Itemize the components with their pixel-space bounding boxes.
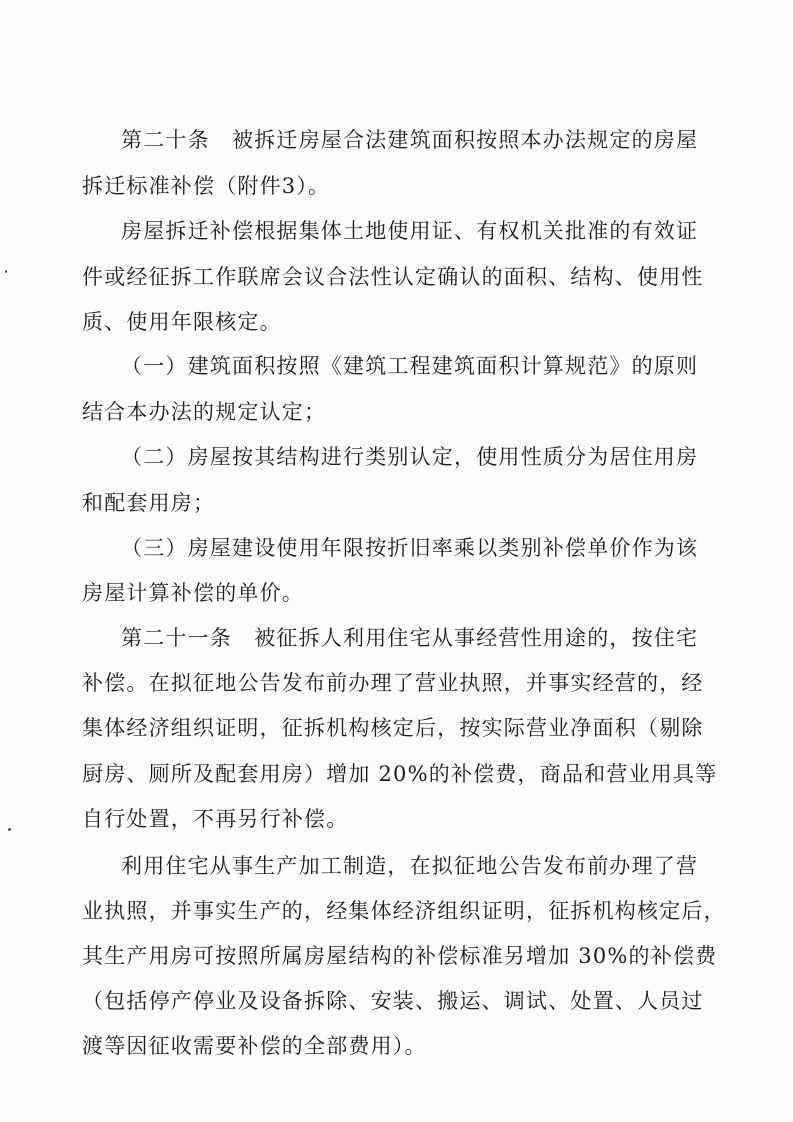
text-line-12: 第二十一条 被征拆人利用住宅从事经营性用途的，按住宅 [121,626,699,650]
text-line-5: 质、使用年限核定。 [82,310,282,334]
text-line-18: 业执照，并事实生产的，经集体经济组织证明，征拆机构核定后， [82,899,726,923]
text-line-13: 补偿。在拟征地公告发布前办理了营业执照，并事实经营的，经 [82,671,704,695]
text-line-17: 利用住宅从事生产加工制造，在拟征地公告发布前办理了营 [121,854,699,878]
text-line-15: 厨房、厕所及配套用房）增加 20%的补偿费，商品和营业用具等 [82,762,718,786]
scan-speck [8,828,11,831]
text-line-3: 房屋拆迁补偿根据集体土地使用证、有权机关批准的有效证 [121,219,699,243]
text-line-1: 第二十条 被拆迁房屋合法建筑面积按照本办法规定的房屋 [121,128,699,152]
scan-speck [5,270,7,273]
text-line-14: 集体经济组织证明，征拆机构核定后，按实际营业净面积（剔除 [82,716,704,740]
text-line-11: 房屋计算补偿的单价。 [82,581,304,605]
text-line-2: 拆迁标准补偿（附件3）。 [82,174,331,198]
text-line-21: 渡等因征收需要补偿的全部费用）。 [82,1034,427,1058]
text-line-6: （一）建筑面积按照《建筑工程建筑面积计算规范》的原则 [121,354,699,378]
text-line-7: 结合本办法的规定认定； [82,400,327,424]
text-line-8: （二）房屋按其结构进行类别认定，使用性质分为居住用房 [121,445,699,469]
text-line-16: 自行处置，不再另行补偿。 [82,807,349,831]
text-line-9: 和配套用房； [82,491,216,515]
text-line-20: （包括停产停业及设备拆除、安装、搬运、调试、处置、人员过 [82,989,704,1013]
text-line-19: 其生产用房可按照所属房屋结构的补偿标准另增加 30%的补偿费 [82,944,718,968]
text-line-10: （三）房屋建设使用年限按折旧率乘以类别补偿单价作为该 [121,536,699,560]
text-line-4: 件或经征拆工作联席会议合法性认定确认的面积、结构、使用性 [82,265,704,289]
